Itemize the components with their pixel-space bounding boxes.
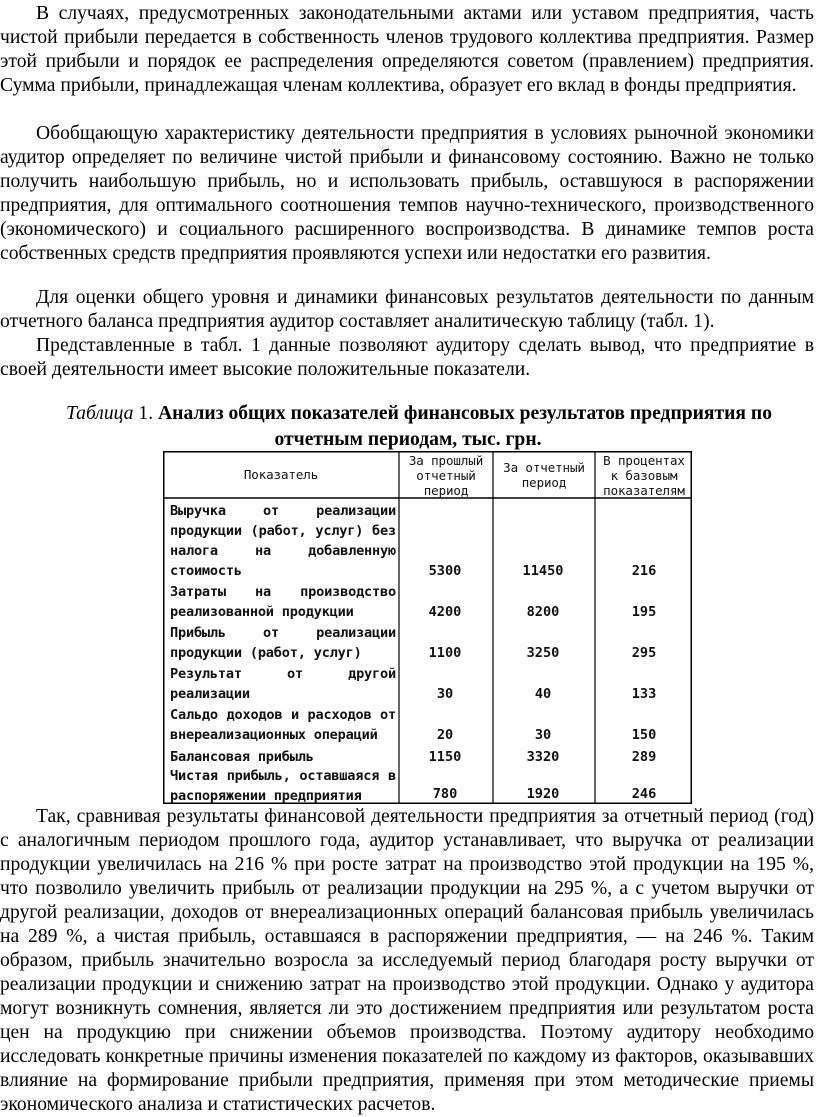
- cell-other-sales-pct: 133: [631, 686, 657, 702]
- cell-balance-profit-pct: 289: [631, 749, 657, 765]
- cell-costs-curr: 8200: [526, 604, 560, 620]
- row-label-revenue: Выручка от реализации продукции (работ, услуг) без налога на добавленную стоимость: [170, 503, 396, 579]
- cell-nonoperating-pct: 150: [631, 727, 657, 743]
- cell-sales-profit-curr: 3250: [526, 645, 560, 661]
- paragraph-conclusion: Представленные в табл. 1 данные позволяют аудитору сделать вывод, что предприятие в своей деятельности имеет высокие положительные показатели.: [0, 335, 814, 380]
- cell-revenue-prev: 5300: [428, 563, 462, 579]
- cell-revenue-curr: 11450: [522, 563, 564, 579]
- cell-sales-profit-prev: 1100: [428, 645, 462, 661]
- cell-sales-profit-pct: 295: [631, 645, 657, 661]
- row-label-costs: Затраты на производство реализованной продукции: [170, 584, 396, 620]
- cell-nonoperating-curr: 30: [534, 727, 552, 743]
- cell-revenue-pct: 216: [631, 563, 657, 579]
- paragraph-assessment: Для оценки общего уровня и динамики финансовых результатов деятельности по данным отчетного баланса предприятия аудитор составляет аналитическую таблицу (табл. 1).: [0, 287, 814, 332]
- cell-costs-prev: 4200: [428, 604, 462, 620]
- header-current-period: За отчетный период: [503, 460, 585, 490]
- paragraph-profit-distribution: В случаях, предусмотренных законодательными актами или уставом предприятия, часть чистой прибыли передается в собственность членов трудового коллектива предприятия. Размер этой прибыли и порядок ее распределения определяются советом (правлением) предприятия. Сумма прибыли, принадлежащая членам коллектива, образует его вклад в фонды предприятия.: [0, 3, 814, 96]
- cell-other-sales-prev: 30: [436, 686, 454, 702]
- row-label-sales-profit: Прибыль от реализации продукции (работ, услуг): [170, 625, 396, 661]
- row-label-net-profit: Чистая прибыль, оставшаяся в распоряжении предприятия: [170, 768, 396, 804]
- header-previous-period: За прошлый отчетный период: [408, 453, 484, 498]
- header-percent: В процентах к базовым показателям: [603, 453, 685, 498]
- row-label-balance-profit: Балансовая прибыль: [170, 749, 314, 765]
- cell-balance-profit-prev: 1150: [428, 749, 462, 765]
- paragraph-analysis: Так, сравнивая результаты финансовой деятельности предприятия за отчетный период (год) с аналогичным периодом прошлого года, аудитор устанавливает, что выручка от реализации продукции увеличилась на 216 % при росте затрат на производство этой продукции на 195 %, что позволило увеличить прибыль от реализации продукции на 295 %, а с учетом выручки от другой реализации, доходов от внереализационных операций балансовая прибыль увеличилась на 289 %, а чистая прибыль, оставшаяся в распоряжении предприятия, — на 246 %. Таким образом, прибыль значительно возросла за исследуемый период благодаря росту выручки от реализации продукции и снижению затрат на производство этой продукции. Однако у аудитора могут возникнуть сомнения, является ли это достижением предприятия или результатом роста цен на продукцию при снижении объемов производства. Поэтому аудитору необходимо исследовать конкретные причины изменения показателей по каждому из факторов, оказывавших влияние на формирование прибыли предприятия, применяя при этом методические приемы экономического анализа и статистических расчетов.: [0, 806, 814, 1115]
- table-caption: [0, 401, 816, 453]
- row-label-nonoperating: Сальдо доходов и расходов от внереализационных операций: [170, 707, 396, 743]
- header-indicator: Показатель: [243, 467, 319, 482]
- cell-balance-profit-curr: 3320: [526, 749, 560, 765]
- cell-other-sales-curr: 40: [534, 686, 552, 702]
- results-table: [163, 451, 692, 804]
- cell-net-profit-curr: 1920: [526, 786, 560, 802]
- cell-nonoperating-prev: 20: [436, 727, 454, 743]
- paragraph-general-characteristic: Обобщающую характеристику деятельности предприятия в условиях рыночной экономики аудитор определяет по величине чистой прибыли и финансовому состоянию. Важно не только получить наибольшую прибыль, но и использовать прибыль, оставшуюся в распоряжении предприятия, для оптимального соотношения темпов научно-технического, производственного (экономического) и социального расширенного воспроизводства. В динамике темпов роста собственных средств предприятия проявляются успехи или недостатки его развития.: [0, 123, 814, 264]
- cell-net-profit-prev: 780: [432, 786, 458, 802]
- cell-net-profit-pct: 246: [631, 786, 657, 802]
- row-label-other-sales: Результат от другой реализации: [170, 666, 396, 702]
- table-caption-title: Анализ общих показателей финансовых результатов предприятия по отчетным периодам, тыс. грн.: [158, 403, 773, 450]
- cell-costs-pct: 195: [631, 604, 657, 620]
- table-caption-lead: Таблица 1.: [65, 403, 154, 424]
